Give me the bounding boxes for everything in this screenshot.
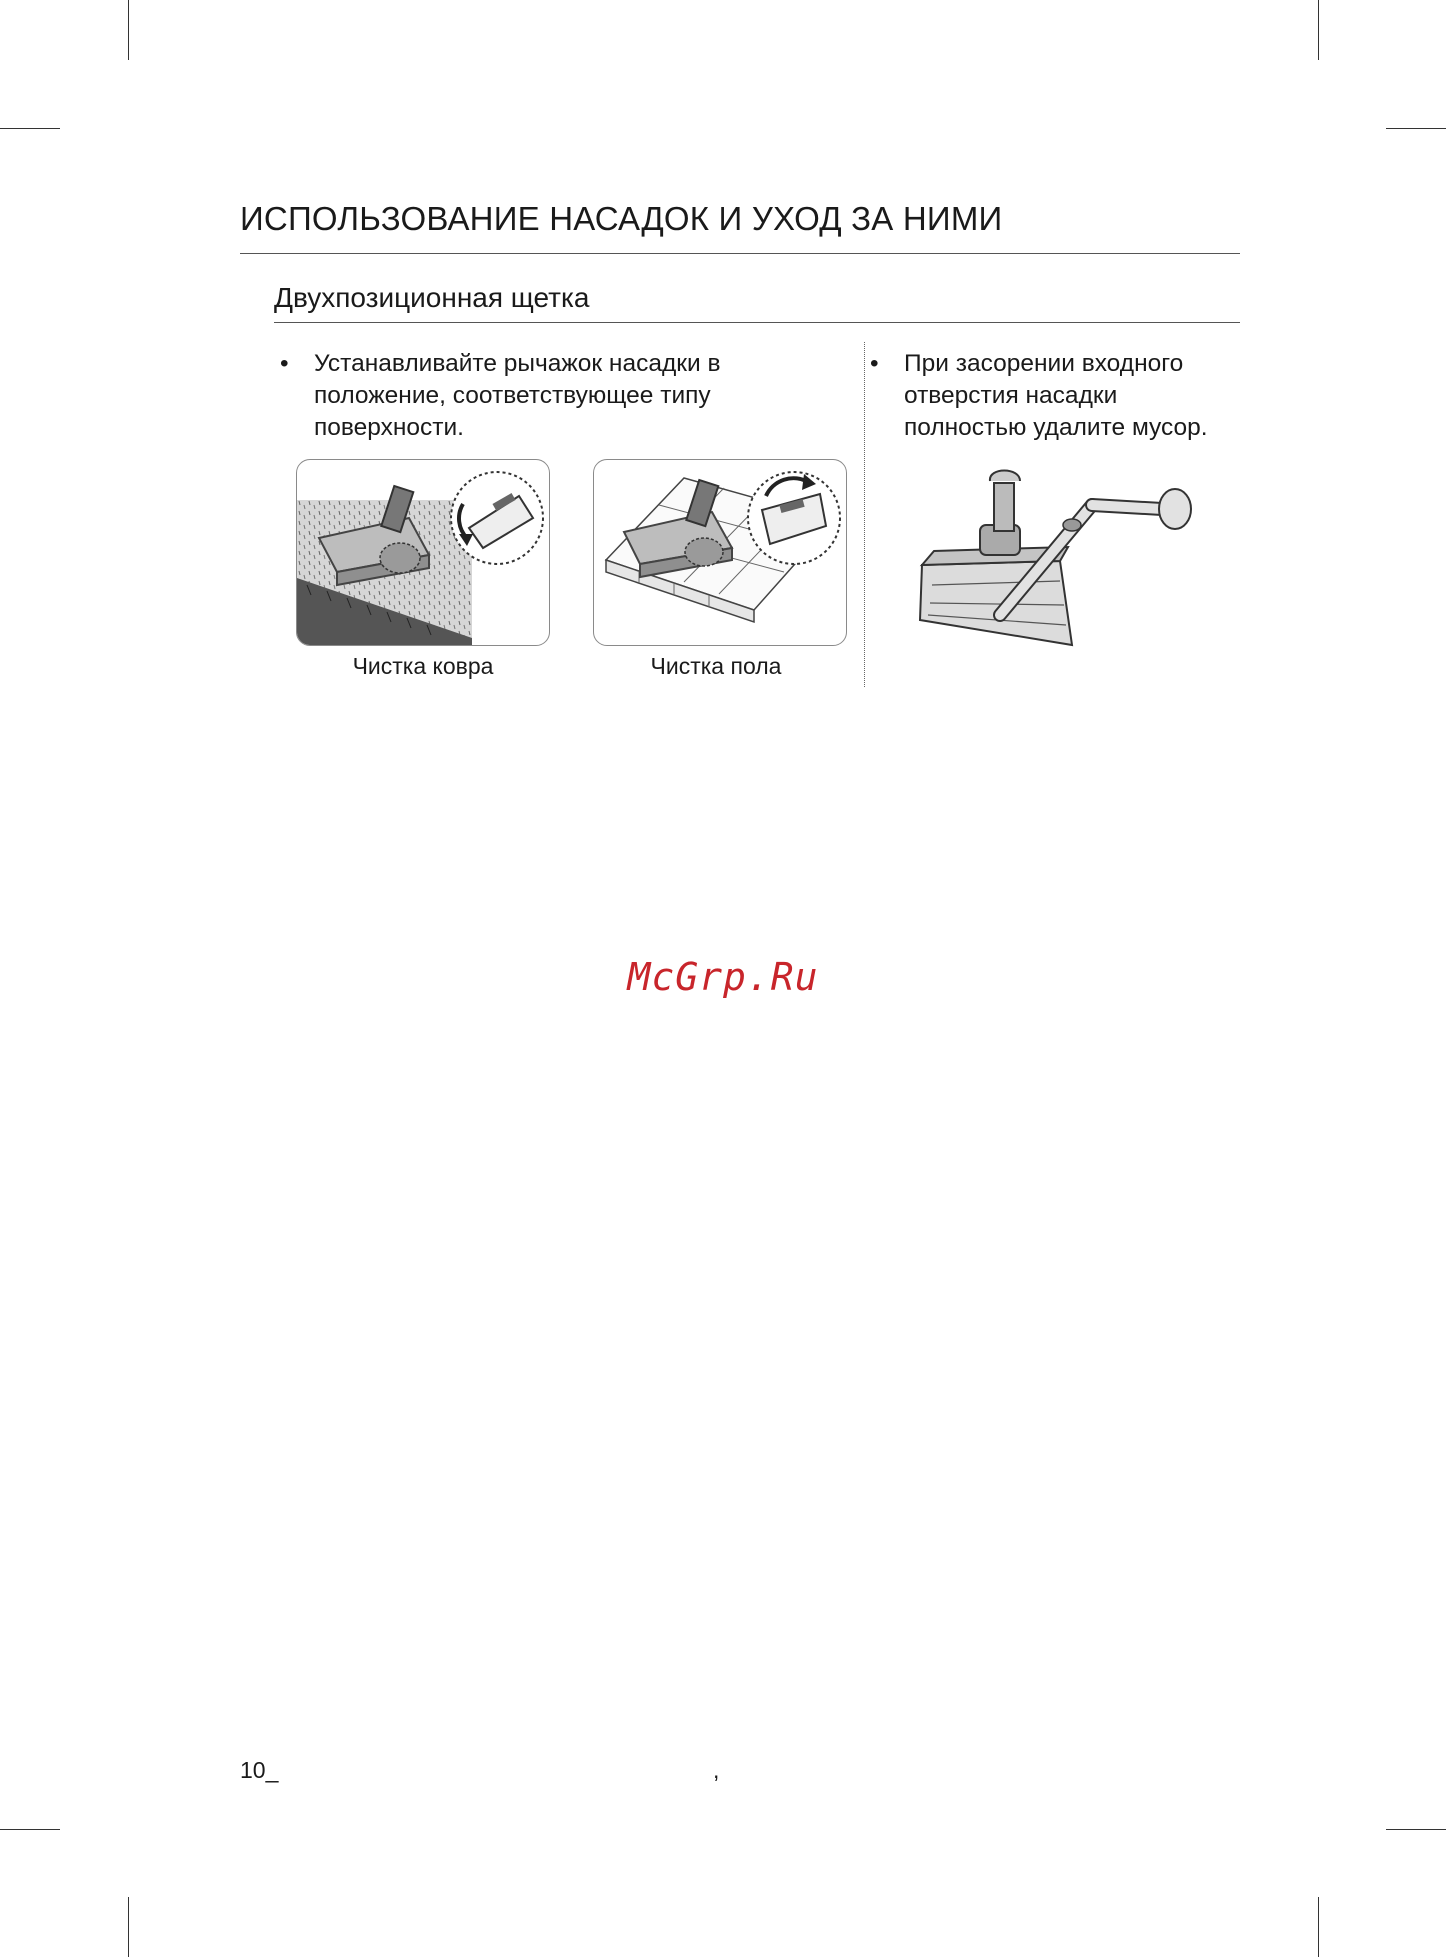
footer-mark: , <box>713 1757 720 1783</box>
section-title: Двухпозиционная щетка <box>274 282 590 313</box>
text-line: При засорении входного <box>904 350 1184 377</box>
crop-mark <box>0 1829 60 1830</box>
title-rule <box>240 253 1240 254</box>
crop-mark <box>128 0 129 60</box>
bullet-dot: • <box>280 350 289 377</box>
crop-mark <box>1318 1897 1319 1957</box>
crop-mark <box>0 128 60 129</box>
crop-mark <box>1386 128 1446 129</box>
crop-mark <box>1386 1829 1446 1830</box>
carpet-mode-figure <box>296 459 550 646</box>
left-bullet-text <box>314 348 721 444</box>
text-line: полностью удалите мусор. <box>904 414 1208 441</box>
column-divider <box>864 342 865 687</box>
crop-mark <box>128 1897 129 1957</box>
page-title: ИСПОЛЬЗОВАНИЕ НАСАДОК И УХОД ЗА НИМИ <box>240 200 1003 237</box>
nozzle-clearing-icon <box>910 465 1200 655</box>
floor-mode-figure <box>593 459 847 646</box>
text-line: отверстия насадки <box>904 382 1118 409</box>
page-number: 10_ <box>240 1757 279 1783</box>
right-bullet-text <box>904 348 1208 444</box>
text-line: поверхности. <box>314 414 464 441</box>
section-rule <box>274 322 1240 323</box>
carpet-mode-caption: Чистка ковра <box>352 653 494 679</box>
nozzle-clearing-figure <box>910 465 1200 660</box>
text-line: положение, соответствующее типу <box>314 382 711 409</box>
bullet-dot: • <box>870 350 879 377</box>
floor-mode-caption: Чистка пола <box>650 653 782 679</box>
watermark: McGrp.Ru <box>627 955 819 999</box>
text-line: Устанавливайте рычажок насадки в <box>314 350 721 377</box>
floor-mode-icon <box>594 460 846 645</box>
crop-mark <box>1318 0 1319 60</box>
carpet-mode-icon <box>297 460 549 645</box>
